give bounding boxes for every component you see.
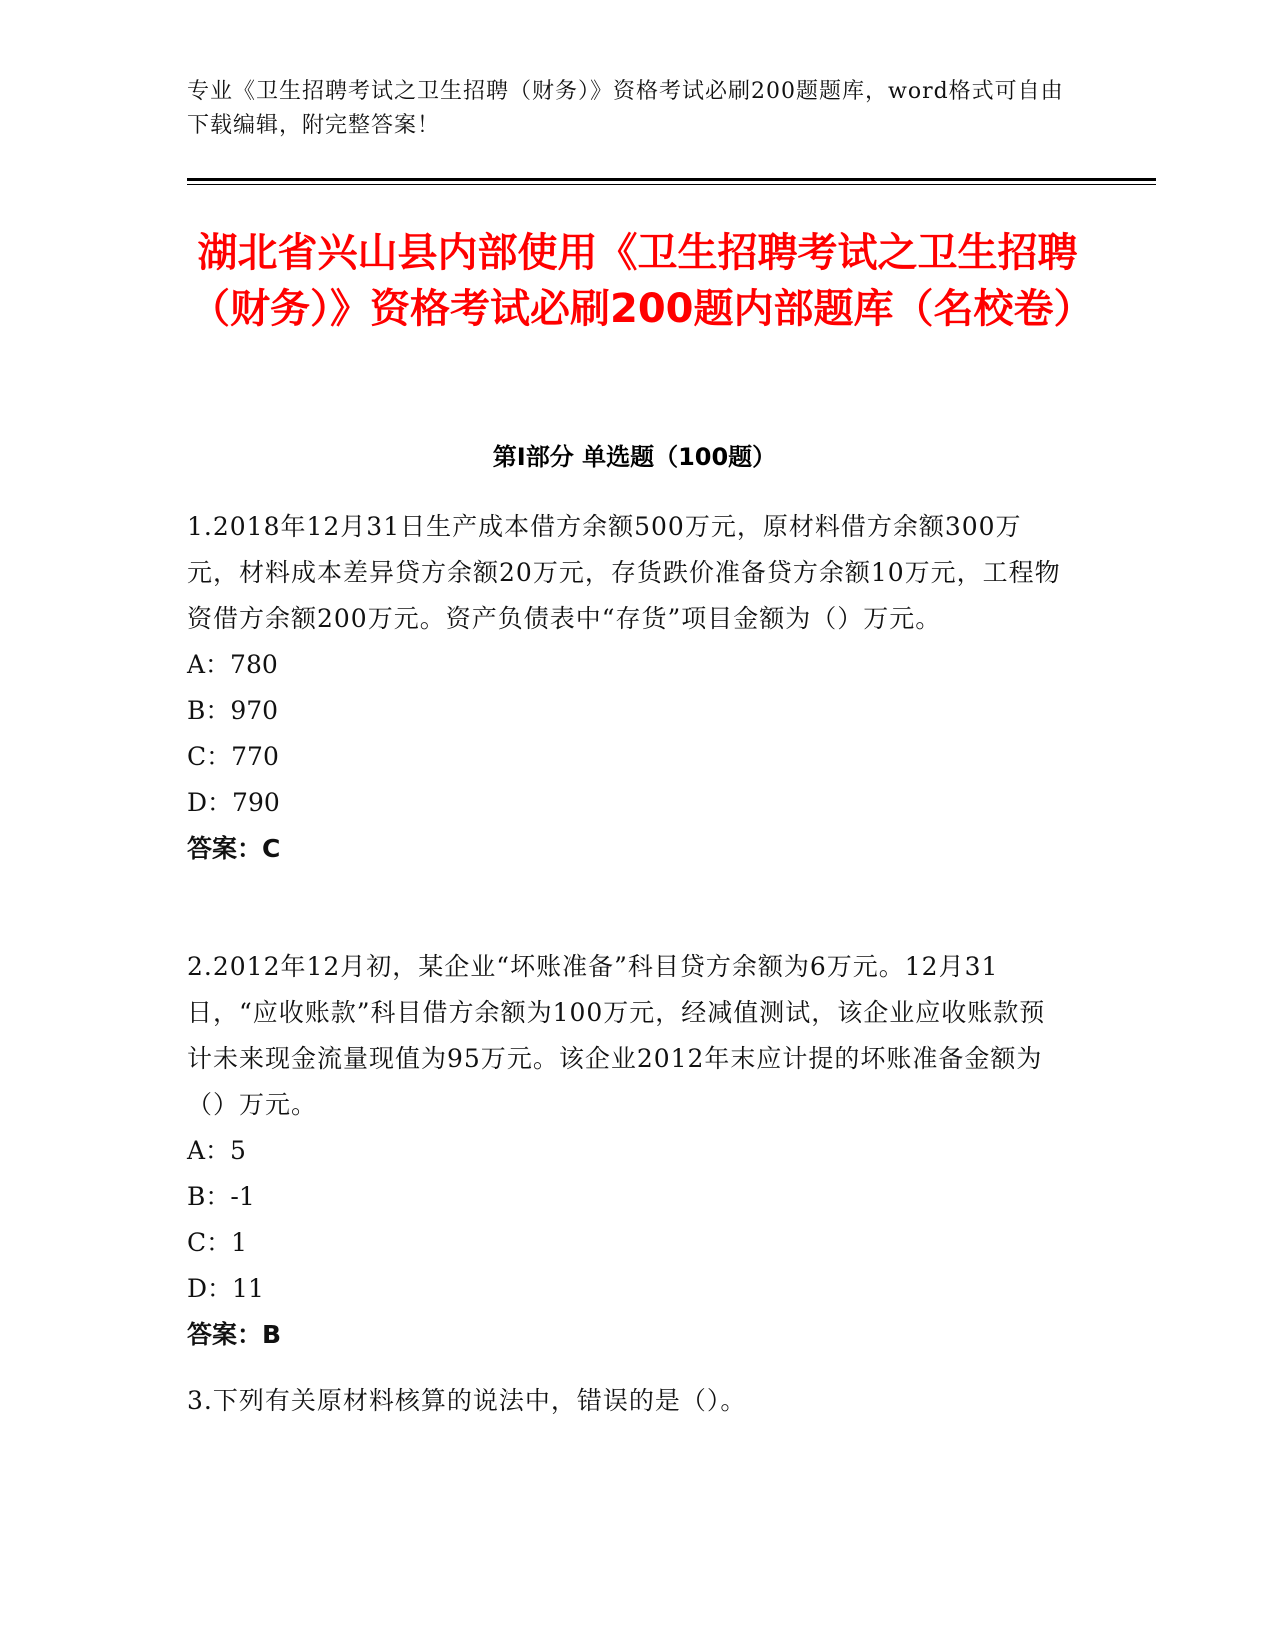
question-3	[187, 1378, 1067, 1424]
answer-line: 答案：B	[187, 1320, 282, 1349]
document-title: 湖北省兴山县内部使用《卫生招聘考试之卫生招聘（财务）》资格考试必刷200题内部题库（名校卷）	[190, 230, 1094, 332]
option-b: B：-1	[187, 1182, 255, 1211]
section-heading: 第I部分 单选题（100题）	[492, 443, 777, 471]
question-stem: 3.下列有关原材料核算的说法中，错误的是（）。	[187, 1386, 747, 1415]
question-stem: 1.2018年12月31日生产成本借方余额500万元，原材料借方余额300万元，材料成本差异贷方余额20万元，存货跌价准备贷方余额10万元，工程物资借方余额200万元。资产负债表中“存货”项目金额为（）万元。	[187, 512, 1061, 633]
question-1	[187, 504, 1067, 872]
option-d: D：790	[187, 788, 280, 817]
option-a: A：5	[187, 1136, 246, 1165]
option-d: D：11	[187, 1274, 264, 1303]
option-c: C：1	[187, 1228, 248, 1257]
answer-line: 答案：C	[187, 834, 281, 863]
option-a: A：780	[187, 650, 278, 679]
option-b: B：970	[187, 696, 279, 725]
header-rule-thin	[187, 184, 1156, 185]
header-rule	[187, 178, 1156, 181]
option-c: C：770	[187, 742, 279, 771]
header-note: 专业《卫生招聘考试之卫生招聘（财务）》资格考试必刷200题题库，word格式可自由下载编辑，附完整答案！	[187, 79, 1064, 138]
question-stem: 2.2012年12月初，某企业“坏账准备”科目贷方余额为6万元。12月31日，“应收账款”科目借方余额为100万元，经减值测试，该企业应收账款预计未来现金流量现值为95万元。该企业2012年末应计提的坏账准备金额为（）万元。	[187, 952, 1046, 1119]
question-2	[187, 944, 1067, 1358]
